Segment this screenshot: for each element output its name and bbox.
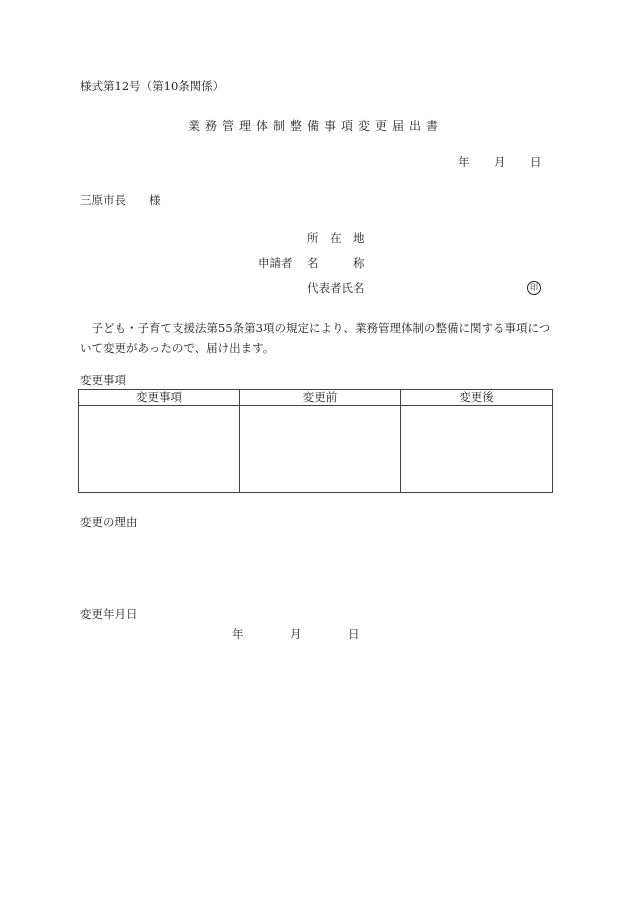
document-title: 業務管理体制整備事項変更届出書 [188, 119, 444, 133]
addressee-honorific: 様 [149, 193, 161, 207]
applicant-label: 申請者 [258, 256, 293, 270]
change-date-year-label: 年 [232, 627, 244, 641]
applicant-name-label: 名 称 [307, 256, 365, 270]
declaration-text: 子ども・子育て支援法第55条第3項の規定により、業務管理体制の整備に関する事項について変更があったので、届け出ます。 [80, 321, 551, 355]
change-date-day-label: 日 [348, 627, 360, 641]
cell-change-item [79, 406, 240, 493]
addressee-name: 三原市長 [80, 193, 126, 207]
date-month-label: 月 [494, 155, 506, 169]
date-year-label: 年 [458, 155, 470, 169]
form-number: 様式第12号（第10条関係） [80, 79, 225, 93]
column-header-after: 変更後 [401, 390, 553, 406]
cell-after [401, 406, 553, 493]
change-date-heading: 変更年月日 [80, 607, 138, 621]
cell-before [240, 406, 401, 493]
changes-table [78, 389, 553, 493]
date-day-label: 日 [530, 155, 542, 169]
changes-heading: 変更事項 [80, 373, 126, 387]
representative-label: 代表者氏名 [307, 281, 365, 295]
reason-heading: 変更の理由 [80, 515, 138, 529]
table-row [79, 406, 553, 493]
column-header-before: 変更前 [240, 390, 401, 406]
applicant-address-label: 所 在 地 [307, 231, 365, 245]
seal-mark: 印 [527, 281, 541, 295]
column-header-item: 変更事項 [79, 390, 240, 406]
table-header-row [79, 390, 553, 406]
change-date-month-label: 月 [290, 627, 302, 641]
